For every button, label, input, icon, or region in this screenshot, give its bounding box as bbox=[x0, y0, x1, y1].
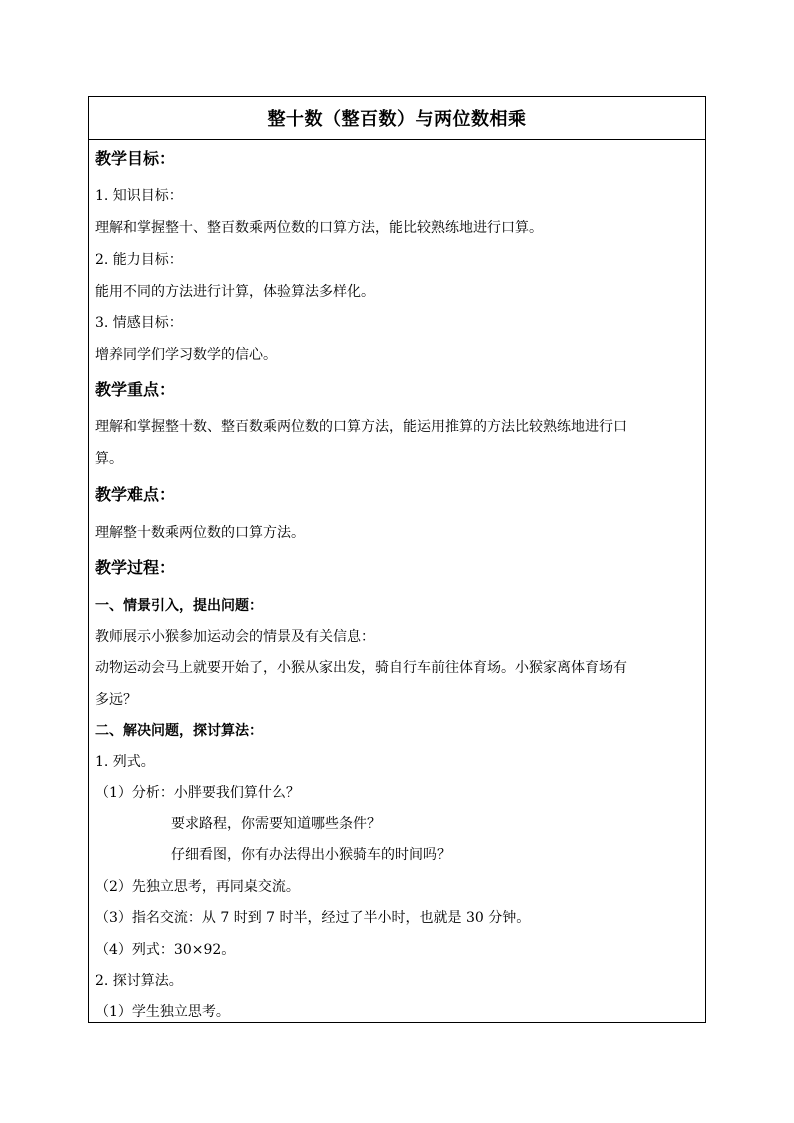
step-2-item-2: 2. 探讨算法。 bbox=[95, 973, 183, 989]
process-heading: 教学过程： bbox=[95, 558, 176, 577]
objective-1-label: 1. 知识目标： bbox=[95, 188, 183, 204]
step-2-heading: 二、解决问题，探讨算法： bbox=[95, 723, 263, 739]
step-2-item-1-d: （4）列式：30×92。 bbox=[95, 942, 236, 958]
objective-3-text: 增养同学们学习数学的信心。 bbox=[95, 347, 277, 363]
step-2-item-1-c: （3）指名交流：从 7 时到 7 时半，经过了半小时，也就是 30 分钟。 bbox=[95, 910, 531, 926]
step-2-item-1-a-2: 要求路程，你需要知道哪些条件？ bbox=[171, 816, 381, 832]
difficulty-heading: 教学难点： bbox=[95, 485, 176, 504]
lesson-plan-table bbox=[88, 96, 706, 1023]
step-2-item-1-a-3: 仔细看图，你有办法得出小猴骑车的时间吗？ bbox=[171, 847, 451, 863]
step-1-heading: 一、情景引入，提出问题： bbox=[95, 598, 263, 614]
key-points-text-1: 理解和掌握整十数、整百数乘两位数的口算方法，能运用推算的方法比较熟练地进行口 bbox=[95, 419, 627, 435]
objective-1-text: 理解和掌握整十、整百数乘两位数的口算方法，能比较熟练地进行口算。 bbox=[95, 220, 543, 236]
step-1-line-1: 教师展示小猴参加运动会的情景及有关信息： bbox=[95, 629, 375, 645]
step-2-item-2-a: （1）学生独立思考。 bbox=[95, 1004, 230, 1020]
objective-2-text: 能用不同的方法进行计算，体验算法多样化。 bbox=[95, 284, 375, 300]
key-points-heading: 教学重点： bbox=[95, 380, 176, 399]
key-points-text-2: 算。 bbox=[95, 451, 123, 467]
objective-3-label: 3. 情感目标： bbox=[95, 315, 183, 331]
step-1-line-2: 动物运动会马上就要开始了，小猴从家出发，骑自行车前往体育场。小猴家离体育场有 bbox=[95, 660, 627, 676]
objectives-heading: 教学目标： bbox=[95, 149, 176, 168]
step-1-line-3: 多远？ bbox=[95, 692, 137, 708]
document-title: 整十数（整百数）与两位数相乘 bbox=[89, 97, 705, 140]
step-2-item-1-a: （1）分析：小胖要我们算什么？ bbox=[95, 785, 300, 801]
difficulty-text: 理解整十数乘两位数的口算方法。 bbox=[95, 525, 305, 541]
objective-2-label: 2. 能力目标： bbox=[95, 252, 183, 268]
step-2-item-1-b: （2）先独立思考，再同桌交流。 bbox=[95, 879, 300, 895]
step-2-item-1: 1. 列式。 bbox=[95, 754, 155, 770]
